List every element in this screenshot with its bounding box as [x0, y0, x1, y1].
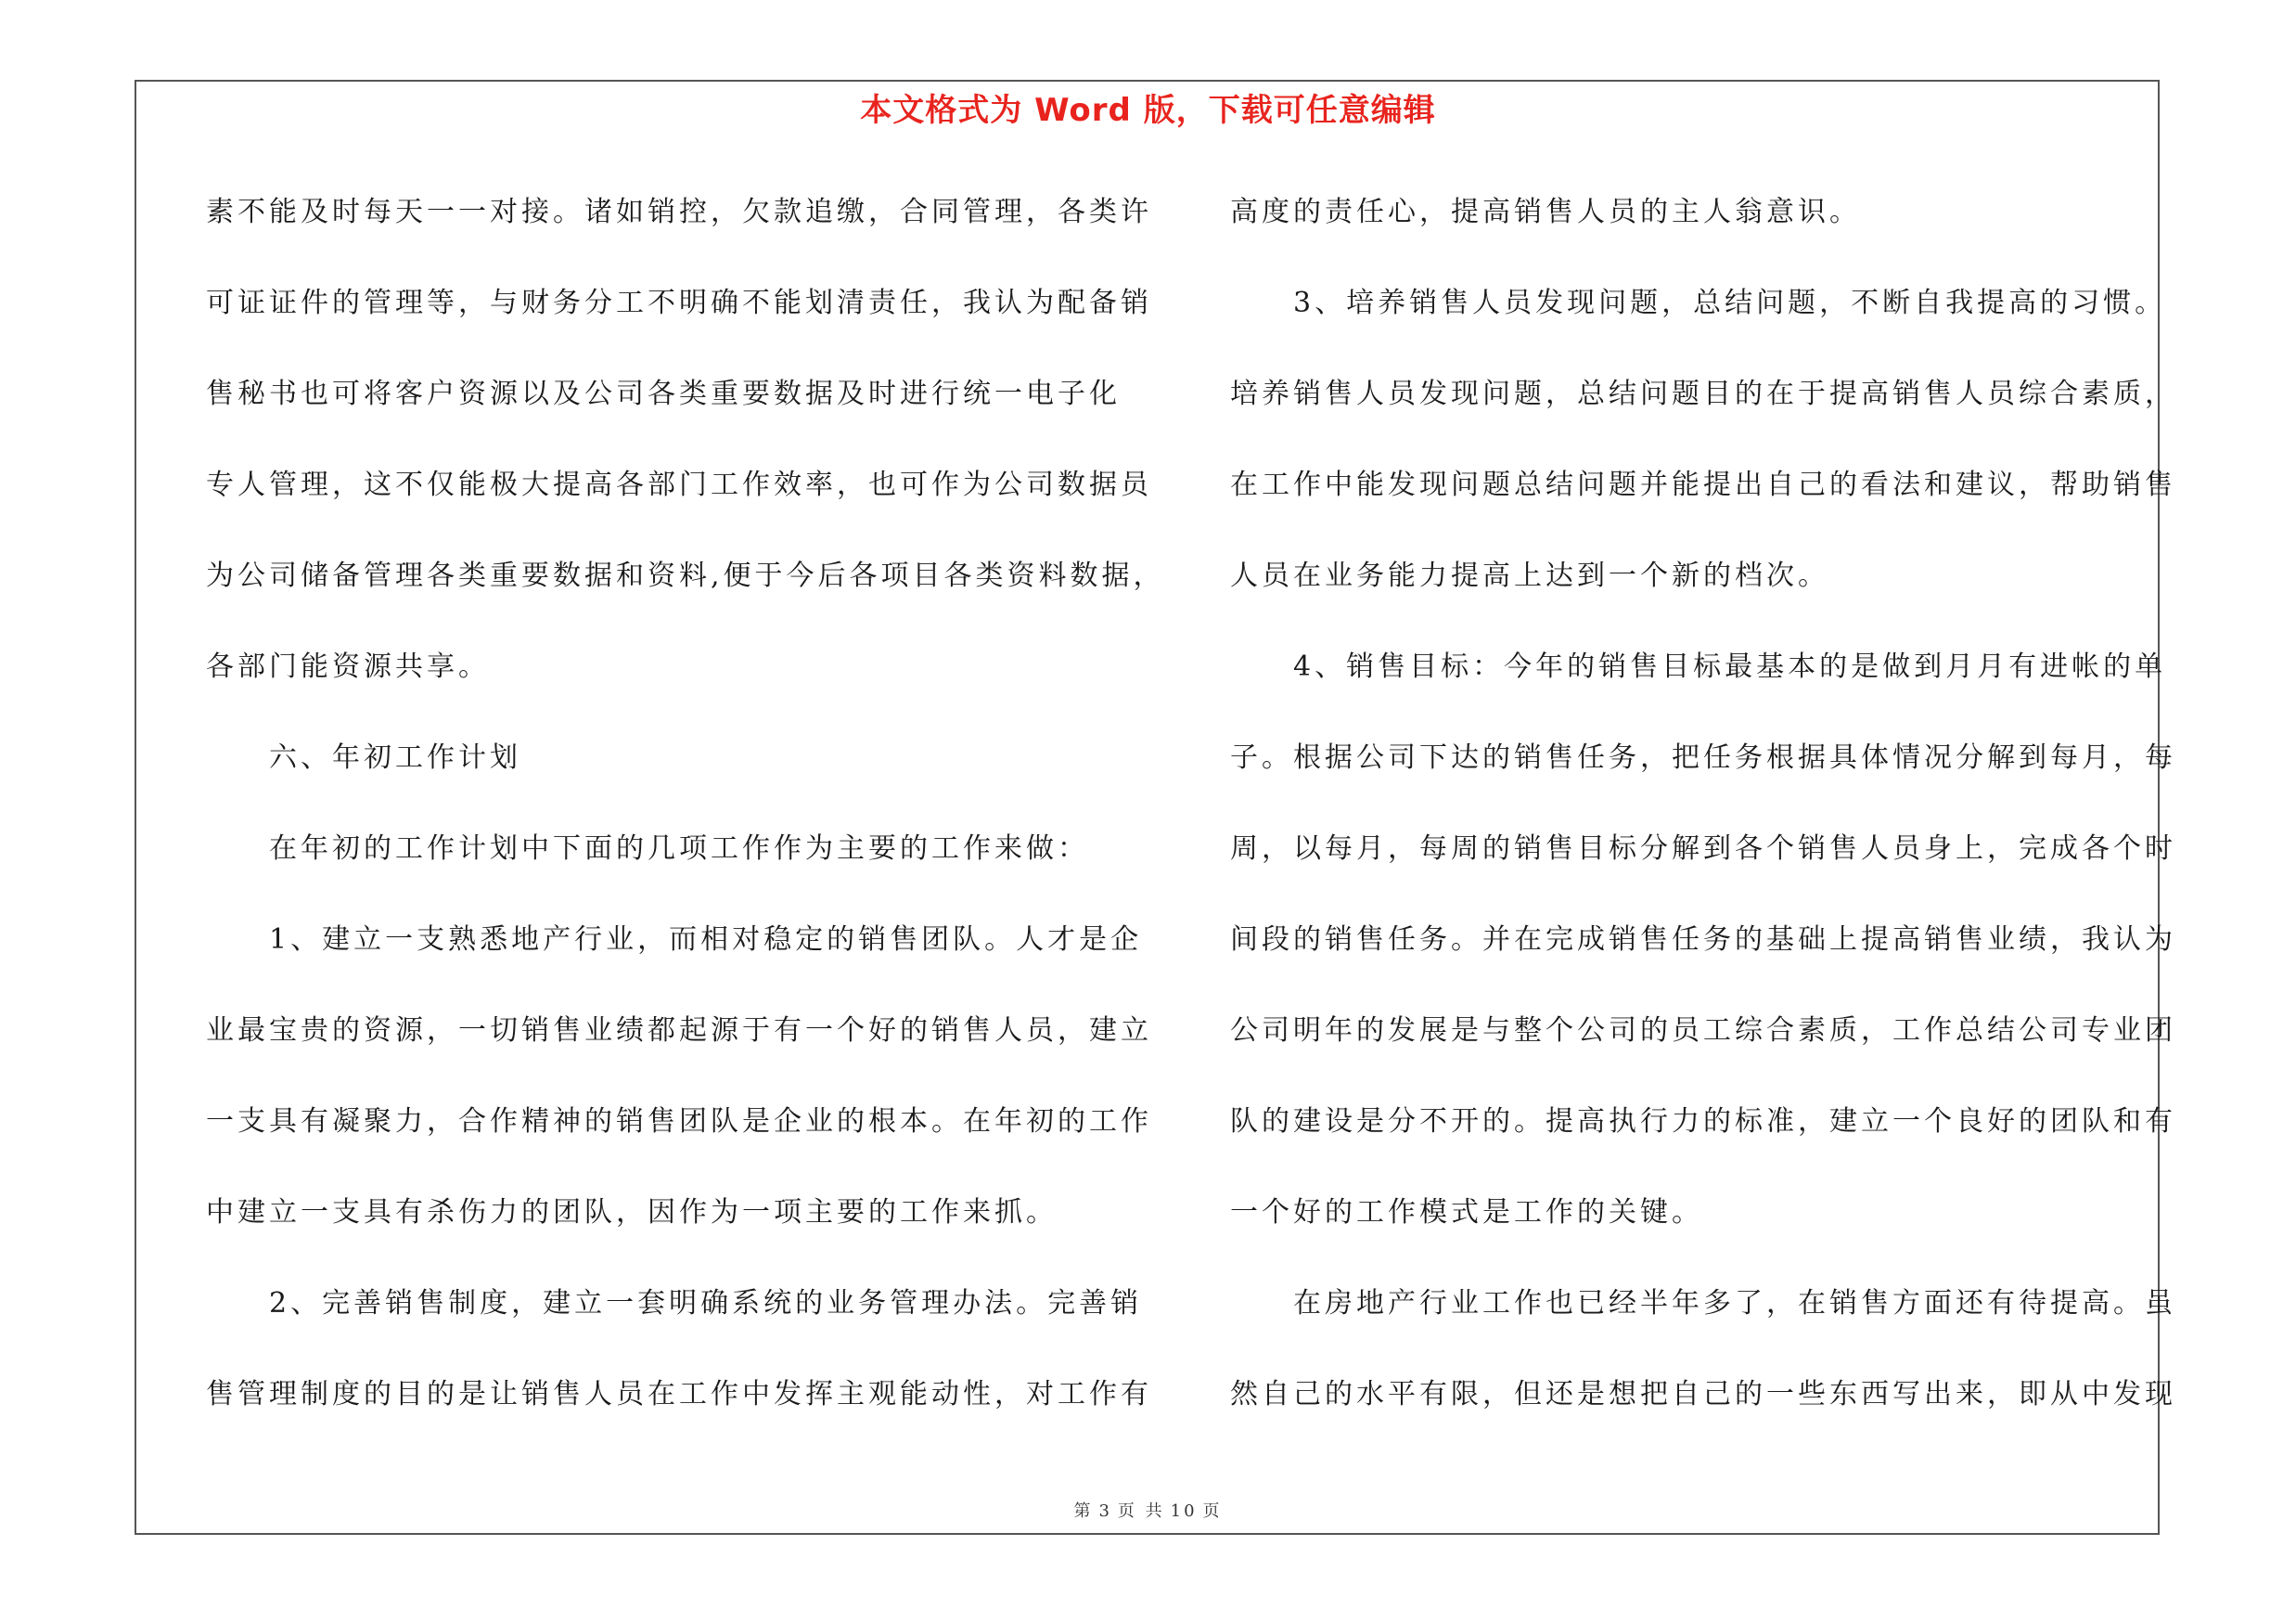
text-line: 2、完善销售制度，建立一套明确系统的业务管理办法。完善销 [269, 1287, 1143, 1320]
left-column [206, 186, 1165, 1459]
text-line: 各部门能资源共享。 [206, 650, 490, 683]
page-suffix: 页 [1202, 1501, 1223, 1521]
text-line: 人员在业务能力提高上达到一个新的档次。 [1230, 560, 1829, 592]
page-mid: 页 共 [1117, 1501, 1165, 1521]
text-line: 售秘书也可将客户资源以及公司各类重要数据及时进行统一电子化 [206, 378, 1121, 410]
section-heading: 六、年初工作计划 [269, 741, 521, 774]
text-line: 一个好的工作模式是工作的关键。 [1230, 1196, 1703, 1229]
page-number: 3 [1098, 1501, 1112, 1521]
page-prefix: 第 [1073, 1501, 1094, 1521]
text-line: 间段的销售任务。并在完成销售任务的基础上提高销售业绩，我认为 [1230, 923, 2176, 956]
text-line: 培养销售人员发现问题，总结问题目的在于提高销售人员综合素质， [1230, 378, 2176, 410]
right-column [1230, 186, 2176, 1459]
text-line: 高度的责任心，提高销售人员的主人翁意识。 [1230, 196, 1861, 228]
text-line: 4、销售目标：今年的销售目标最基本的是做到月月有进帐的单 [1293, 650, 2167, 683]
text-line: 可证证件的管理等，与财务分工不明确不能划清责任，我认为配备销 [206, 287, 1152, 319]
text-line: 在房地产行业工作也已经半年多了，在销售方面还有待提高。虽 [1293, 1287, 2176, 1320]
page-footer [0, 1498, 2296, 1522]
text-line: 周，以每月，每周的销售目标分解到各个销售人员身上，完成各个时 [1230, 832, 2176, 865]
text-line: 队的建设是分不开的。提高执行力的标准，建立一个良好的团队和有 [1230, 1105, 2176, 1138]
text-line: 为公司储备管理各类重要数据和资料,便于今后各项目各类资料数据， [206, 560, 1165, 592]
editable-notice-banner: 本文格式为 Word 版，下载可任意编辑 [860, 92, 1436, 129]
text-line: 中建立一支具有杀伤力的团队，因作为一项主要的工作来抓。 [206, 1196, 1058, 1229]
page-total: 10 [1170, 1501, 1198, 1521]
text-line: 在工作中能发现问题总结问题并能提出自己的看法和建议，帮助销售 [1230, 469, 2176, 501]
text-line: 售管理制度的目的是让销售人员在工作中发挥主观能动性，对工作有 [206, 1378, 1152, 1410]
text-line: 然自己的水平有限，但还是想把自己的一些东西写出来，即从中发现 [1230, 1378, 2176, 1410]
text-line: 专人管理，这不仅能极大提高各部门工作效率，也可作为公司数据员 [206, 469, 1152, 501]
text-line: 业最宝贵的资源，一切销售业绩都起源于有一个好的销售人员，建立 [206, 1014, 1152, 1047]
text-line: 子。根据公司下达的销售任务，把任务根据具体情况分解到每月，每 [1230, 741, 2176, 774]
text-line: 素不能及时每天一一对接。诸如销控，欠款追缴，合同管理，各类许 [206, 196, 1152, 228]
text-line: 3、培养销售人员发现问题，总结问题，不断自我提高的习惯。 [1293, 287, 2167, 319]
text-line: 在年初的工作计划中下面的几项工作作为主要的工作来做： [269, 832, 1089, 865]
text-line: 公司明年的发展是与整个公司的员工综合素质，工作总结公司专业团 [1230, 1014, 2176, 1047]
text-line: 一支具有凝聚力，合作精神的销售团队是企业的根本。在年初的工作 [206, 1105, 1152, 1138]
text-line: 1、建立一支熟悉地产行业，而相对稳定的销售团队。人才是企 [269, 923, 1143, 956]
